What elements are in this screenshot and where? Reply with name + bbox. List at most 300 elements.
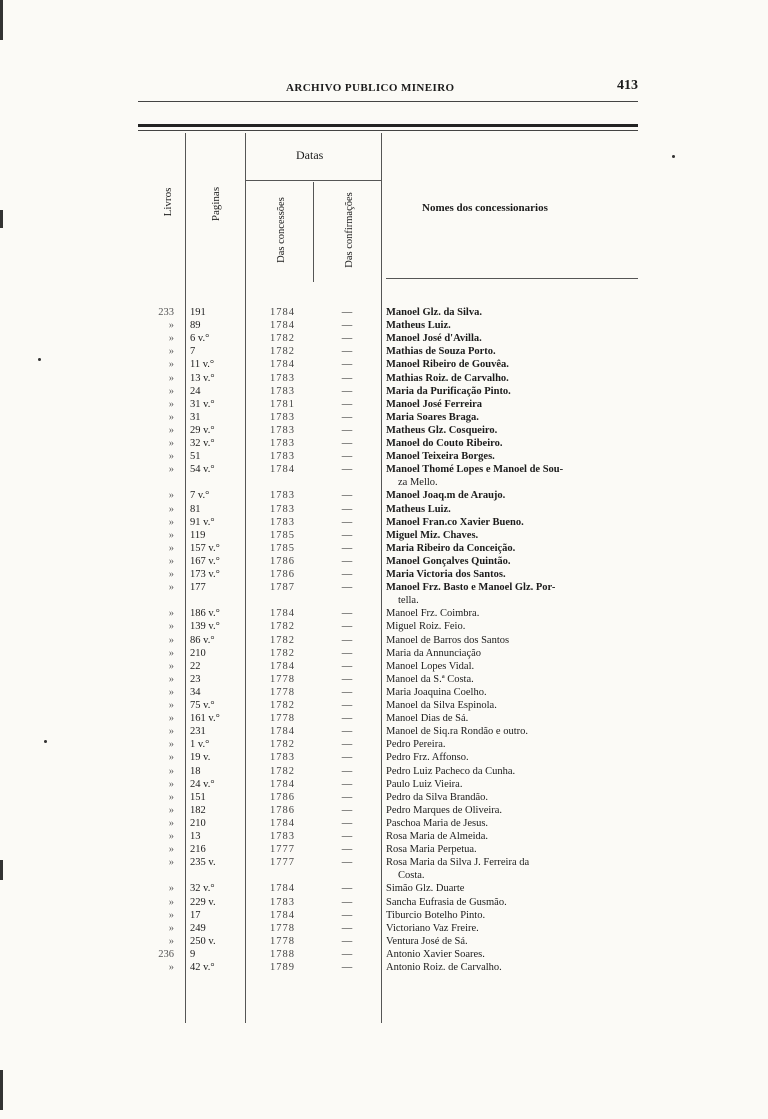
table-row bbox=[0, 503, 768, 516]
scan-edge-mark bbox=[0, 1070, 3, 1110]
confirmacao-cell: — bbox=[341, 464, 353, 476]
scan-edge-mark bbox=[0, 210, 3, 228]
pagina-cell: 29 v.° bbox=[190, 424, 215, 436]
pagina-cell: 191 bbox=[190, 307, 206, 318]
livro-cell: » bbox=[168, 765, 174, 777]
livro-cell: » bbox=[168, 660, 174, 672]
pagina-cell: 182 bbox=[190, 804, 206, 816]
concessao-date-cell: 1778 bbox=[270, 673, 295, 685]
concessionario-name-cell: Mathias Roiz. de Carvalho. bbox=[386, 372, 509, 384]
concessionario-name-cell: Maria Joaquina Coelho. bbox=[386, 686, 487, 698]
pagina-cell: 6 v.° bbox=[190, 333, 210, 345]
pagina-cell: 119 bbox=[190, 529, 206, 541]
confirmacao-cell: — bbox=[341, 778, 353, 790]
confirmacao-cell: — bbox=[341, 411, 353, 423]
table-row bbox=[0, 843, 768, 856]
table-row bbox=[0, 424, 768, 437]
pagina-cell: 186 v.° bbox=[190, 608, 220, 620]
table-top-rule-thin bbox=[138, 130, 638, 131]
livro-cell: » bbox=[168, 411, 174, 423]
concessionario-name-cell: Manoel do Couto Ribeiro. bbox=[386, 438, 503, 449]
confirmacao-cell: — bbox=[341, 765, 353, 777]
confirmacao-cell: — bbox=[341, 713, 353, 725]
pagina-cell: 13 bbox=[190, 831, 201, 842]
livro-cell: » bbox=[168, 359, 174, 371]
livros-header: Livros bbox=[162, 187, 174, 217]
table-row bbox=[0, 398, 768, 411]
concessionario-name-cell: Manoel Teixeira Borges. bbox=[386, 451, 495, 463]
confirmacao-cell: — bbox=[341, 804, 353, 816]
pagina-cell: 75 v.° bbox=[190, 700, 215, 711]
concessionario-name-cell: Manoel Frz. Coimbra. bbox=[386, 608, 480, 620]
table-row bbox=[0, 961, 768, 974]
pagina-cell: 18 bbox=[190, 765, 201, 777]
table-row bbox=[0, 516, 768, 529]
concessionario-name-continuation: Costa. bbox=[398, 870, 425, 882]
confirmacao-cell: — bbox=[341, 372, 353, 384]
pagina-cell: 161 v.° bbox=[190, 713, 220, 725]
table-row bbox=[0, 922, 768, 935]
pagina-cell: 23 bbox=[190, 673, 201, 685]
livro-cell: » bbox=[168, 333, 174, 345]
confirmacao-cell: — bbox=[341, 608, 353, 620]
confirmacao-cell: — bbox=[341, 857, 353, 869]
confirmacao-cell: — bbox=[341, 922, 353, 934]
concessionario-name-cell: Manoel Ribeiro de Gouvêa. bbox=[386, 359, 509, 371]
confirmacao-cell: — bbox=[341, 844, 353, 856]
concessionario-name-cell: Manoel de Barros dos Santos bbox=[386, 634, 510, 646]
concessao-date-cell: 1778 bbox=[270, 935, 295, 947]
table-row bbox=[0, 542, 768, 555]
confirmacao-cell: — bbox=[341, 883, 353, 895]
table-row-continuation bbox=[0, 594, 768, 607]
concessionario-name-cell: Sancha Eufrasia de Gusmão. bbox=[386, 896, 507, 908]
table-row bbox=[0, 948, 768, 961]
concessao-date-cell: 1785 bbox=[270, 529, 295, 541]
pagina-cell: 89 bbox=[190, 320, 201, 332]
header-bottom-rule bbox=[386, 278, 638, 279]
concessionario-name-cell: Manoel Thomé Lopes e Manoel de Sou- bbox=[386, 464, 564, 476]
concessionario-name-cell: Manoel da Silva Espinola. bbox=[386, 700, 497, 711]
livro-cell: » bbox=[168, 857, 174, 869]
table-row bbox=[0, 358, 768, 371]
table-row bbox=[0, 319, 768, 332]
concessao-date-cell: 1784 bbox=[270, 726, 295, 738]
livro-cell: » bbox=[168, 490, 174, 502]
pagina-cell: 51 bbox=[190, 451, 201, 463]
livro-cell: » bbox=[168, 464, 174, 476]
concessao-date-cell: 1786 bbox=[270, 569, 295, 580]
concessao-date-cell: 1783 bbox=[270, 385, 295, 397]
confirmacao-cell: — bbox=[341, 726, 353, 738]
confirmacao-cell: — bbox=[341, 634, 353, 646]
table-row bbox=[0, 555, 768, 568]
livro-cell: » bbox=[168, 791, 174, 803]
pagina-cell: 22 bbox=[190, 660, 201, 672]
livro-cell: » bbox=[168, 647, 174, 659]
concessionario-name-cell: Miguel Miz. Chaves. bbox=[386, 529, 479, 541]
confirmacao-cell: — bbox=[341, 320, 353, 332]
concessionario-name-cell: Maria Victoria dos Santos. bbox=[386, 569, 506, 580]
confirmacao-cell: — bbox=[341, 398, 353, 410]
pagina-cell: 11 v.° bbox=[190, 359, 215, 371]
livro-cell: » bbox=[168, 883, 174, 895]
concessionario-name-cell: Manoel Frz. Basto e Manoel Glz. Por- bbox=[386, 582, 556, 594]
concessionario-name-cell: Tiburcio Botelho Pinto. bbox=[386, 909, 486, 921]
concessionario-name-cell: Manoel José Ferreira bbox=[386, 398, 483, 410]
pagina-cell: 167 v.° bbox=[190, 555, 220, 567]
confirmacao-cell: — bbox=[341, 555, 353, 567]
livro-cell: » bbox=[168, 909, 174, 921]
confirmacao-cell: — bbox=[341, 909, 353, 921]
table-row bbox=[0, 411, 768, 424]
livro-cell: » bbox=[168, 608, 174, 620]
concessao-date-cell: 1783 bbox=[270, 372, 295, 384]
concessionario-name-cell: Paschoa Maria de Jesus. bbox=[386, 817, 489, 829]
table-row-continuation bbox=[0, 869, 768, 882]
concessionario-name-cell: Rosa Maria Perpetua. bbox=[386, 844, 477, 856]
table-row bbox=[0, 686, 768, 699]
column-divider bbox=[313, 182, 314, 282]
pagina-cell: 151 bbox=[190, 791, 206, 803]
concessionario-name-cell: Manoel Lopes Vidal. bbox=[386, 660, 475, 672]
livro-cell: » bbox=[168, 935, 174, 947]
confirmacao-cell: — bbox=[341, 438, 353, 449]
confirmacao-cell: — bbox=[341, 948, 353, 960]
table-row bbox=[0, 830, 768, 843]
table-row bbox=[0, 699, 768, 712]
nomes-header: Nomes dos concessionarios bbox=[422, 202, 548, 214]
livro-cell: » bbox=[168, 962, 174, 973]
livro-cell: 236 bbox=[158, 948, 174, 960]
concessao-date-cell: 1784 bbox=[270, 817, 295, 829]
table-row bbox=[0, 712, 768, 725]
running-title: ARCHIVO PUBLICO MINEIRO bbox=[286, 82, 455, 94]
table-row bbox=[0, 634, 768, 647]
confirmacao-cell: — bbox=[341, 817, 353, 829]
concessao-date-cell: 1778 bbox=[270, 922, 295, 934]
datas-group-header: Datas bbox=[296, 148, 324, 162]
table-row bbox=[0, 817, 768, 830]
concessao-date-cell: 1783 bbox=[270, 490, 295, 502]
concessao-date-cell: 1789 bbox=[270, 962, 295, 973]
table-row bbox=[0, 450, 768, 463]
table-row bbox=[0, 620, 768, 633]
livro-cell: » bbox=[168, 385, 174, 397]
datas-divider bbox=[246, 180, 381, 181]
table-row bbox=[0, 725, 768, 738]
concessionario-name-cell: Matheus Luiz. bbox=[386, 320, 451, 332]
concessionario-name-cell: Manoel Glz. da Silva. bbox=[386, 307, 482, 318]
concessao-date-cell: 1782 bbox=[270, 333, 295, 345]
concessionario-name-cell: Pedro da Silva Brandão. bbox=[386, 791, 489, 803]
concessao-date-cell: 1783 bbox=[270, 831, 295, 842]
table-row bbox=[0, 529, 768, 542]
concessionario-name-continuation: tella. bbox=[398, 595, 419, 607]
confirmacao-cell: — bbox=[341, 660, 353, 672]
pagina-cell: 216 bbox=[190, 844, 206, 856]
concessionario-name-cell: Mathias de Souza Porto. bbox=[386, 346, 496, 358]
scan-edge-mark bbox=[0, 0, 3, 40]
confirmacao-cell: — bbox=[341, 490, 353, 502]
pagina-cell: 7 v.° bbox=[190, 490, 210, 502]
header-rule bbox=[138, 101, 638, 102]
confirmacao-cell: — bbox=[341, 569, 353, 580]
livro-cell: » bbox=[168, 922, 174, 934]
concessionario-name-cell: Antonio Roiz. de Carvalho. bbox=[386, 962, 502, 973]
pagina-cell: 32 v.° bbox=[190, 438, 215, 449]
concessionario-name-cell: Rosa Maria de Almeida. bbox=[386, 831, 489, 842]
concessionario-name-cell: Pedro Marques de Oliveira. bbox=[386, 804, 503, 816]
table-row bbox=[0, 909, 768, 922]
concessionario-name-cell: Antonio Xavier Soares. bbox=[386, 948, 485, 960]
concessao-date-cell: 1777 bbox=[270, 844, 295, 856]
table-row bbox=[0, 647, 768, 660]
page-number: 413 bbox=[617, 78, 638, 93]
pagina-cell: 7 bbox=[190, 346, 196, 358]
pagina-cell: 9 bbox=[190, 948, 196, 960]
concessionario-name-cell: Manoel Joaq.m de Araujo. bbox=[386, 490, 506, 502]
concessionario-name-continuation: za Mello. bbox=[398, 477, 438, 489]
livro-cell: » bbox=[168, 831, 174, 842]
confirmacoes-header: Das confirmações bbox=[344, 192, 355, 268]
confirmacao-cell: — bbox=[341, 451, 353, 463]
pagina-cell: 173 v.° bbox=[190, 569, 220, 580]
concessao-date-cell: 1784 bbox=[270, 883, 295, 895]
livro-cell: » bbox=[168, 752, 174, 764]
concessionario-name-cell: Maria Soares Braga. bbox=[386, 411, 479, 423]
pagina-cell: 157 v.° bbox=[190, 542, 220, 554]
concessao-date-cell: 1782 bbox=[270, 647, 295, 659]
pagina-cell: 31 v.° bbox=[190, 398, 215, 410]
livro-cell: » bbox=[168, 438, 174, 449]
concessionario-name-cell: Pedro Frz. Affonso. bbox=[386, 752, 469, 764]
concessionario-name-cell: Paulo Luiz Vieira. bbox=[386, 778, 463, 790]
livro-cell: » bbox=[168, 451, 174, 463]
pagina-cell: 210 bbox=[190, 647, 206, 659]
table-row bbox=[0, 332, 768, 345]
livro-cell: » bbox=[168, 516, 174, 528]
concessionario-name-cell: Victoriano Vaz Freire. bbox=[386, 922, 479, 934]
concessionario-name-cell: Manoel da S.ª Costa. bbox=[386, 673, 474, 685]
table-row bbox=[0, 738, 768, 751]
concessao-date-cell: 1783 bbox=[270, 752, 295, 764]
table-row bbox=[0, 673, 768, 686]
confirmacao-cell: — bbox=[341, 346, 353, 358]
livro-cell: » bbox=[168, 569, 174, 580]
concessao-date-cell: 1786 bbox=[270, 791, 295, 803]
livro-cell: » bbox=[168, 844, 174, 856]
confirmacao-cell: — bbox=[341, 962, 353, 973]
confirmacao-cell: — bbox=[341, 831, 353, 842]
table-row bbox=[0, 778, 768, 791]
table-row bbox=[0, 896, 768, 909]
confirmacao-cell: — bbox=[341, 752, 353, 764]
table-top-rule bbox=[138, 124, 638, 127]
confirmacao-cell: — bbox=[341, 529, 353, 541]
table-row bbox=[0, 345, 768, 358]
table-row bbox=[0, 882, 768, 895]
livro-cell: » bbox=[168, 673, 174, 685]
concessao-date-cell: 1784 bbox=[270, 359, 295, 371]
concessionario-name-cell: Manoel de Siq.ra Rondão e outro. bbox=[386, 726, 529, 738]
concessao-date-cell: 1783 bbox=[270, 438, 295, 449]
confirmacao-cell: — bbox=[341, 424, 353, 436]
table-row bbox=[0, 856, 768, 869]
confirmacao-cell: — bbox=[341, 686, 353, 698]
concessao-date-cell: 1783 bbox=[270, 516, 295, 528]
concessao-date-cell: 1784 bbox=[270, 608, 295, 620]
concessao-date-cell: 1778 bbox=[270, 713, 295, 725]
confirmacao-cell: — bbox=[341, 791, 353, 803]
concessao-date-cell: 1783 bbox=[270, 503, 295, 515]
livro-cell: » bbox=[168, 398, 174, 410]
pagina-cell: 54 v.° bbox=[190, 464, 215, 476]
concessao-date-cell: 1785 bbox=[270, 542, 295, 554]
table-row bbox=[0, 489, 768, 502]
concessionario-name-cell: Rosa Maria da Silva J. Ferreira da bbox=[386, 857, 530, 869]
table-row-continuation bbox=[0, 476, 768, 489]
concessionario-name-cell: Manoel Dias de Sá. bbox=[386, 713, 469, 725]
concessao-date-cell: 1783 bbox=[270, 451, 295, 463]
confirmacao-cell: — bbox=[341, 647, 353, 659]
pagina-cell: 81 bbox=[190, 503, 201, 515]
concessao-date-cell: 1782 bbox=[270, 621, 295, 633]
pagina-cell: 210 bbox=[190, 817, 206, 829]
livro-cell: » bbox=[168, 529, 174, 541]
pagina-cell: 249 bbox=[190, 922, 206, 934]
concessoes-header: Das concessões bbox=[276, 197, 287, 263]
concessionario-name-cell: Simão Glz. Duarte bbox=[386, 883, 465, 895]
pagina-cell: 17 bbox=[190, 909, 201, 921]
confirmacao-cell: — bbox=[341, 621, 353, 633]
livro-cell: » bbox=[168, 713, 174, 725]
livro-cell: » bbox=[168, 346, 174, 358]
pagina-cell: 250 v. bbox=[190, 935, 216, 947]
livro-cell: » bbox=[168, 686, 174, 698]
table-row bbox=[0, 935, 768, 948]
table-row bbox=[0, 607, 768, 620]
concessao-date-cell: 1778 bbox=[270, 686, 295, 698]
concessao-date-cell: 1784 bbox=[270, 307, 295, 318]
concessao-date-cell: 1782 bbox=[270, 634, 295, 646]
concessao-date-cell: 1782 bbox=[270, 700, 295, 711]
concessionario-name-cell: Matheus Luiz. bbox=[386, 503, 451, 515]
confirmacao-cell: — bbox=[341, 896, 353, 908]
paginas-header: Paginas bbox=[210, 186, 222, 222]
concessao-date-cell: 1786 bbox=[270, 555, 295, 567]
livro-cell: » bbox=[168, 804, 174, 816]
concessao-date-cell: 1783 bbox=[270, 411, 295, 423]
concessao-date-cell: 1784 bbox=[270, 778, 295, 790]
pagina-cell: 235 v. bbox=[190, 857, 216, 869]
livro-cell: » bbox=[168, 320, 174, 332]
concessionario-name-cell: Maria da Annunciação bbox=[386, 647, 482, 659]
pagina-cell: 24 v.° bbox=[190, 778, 215, 790]
livro-cell: 233 bbox=[158, 307, 174, 318]
concessionario-name-cell: Pedro Pereira. bbox=[386, 739, 446, 751]
concessionario-name-cell: Pedro Luiz Pacheco da Cunha. bbox=[386, 765, 516, 777]
table-row bbox=[0, 765, 768, 778]
table-row bbox=[0, 751, 768, 764]
pagina-cell: 31 bbox=[190, 411, 201, 423]
concessao-date-cell: 1781 bbox=[270, 398, 295, 410]
pagina-cell: 229 v. bbox=[190, 896, 216, 908]
concessionario-name-cell: Miguel Roiz. Feio. bbox=[386, 621, 466, 633]
livro-cell: » bbox=[168, 896, 174, 908]
confirmacao-cell: — bbox=[341, 739, 353, 751]
confirmacao-cell: — bbox=[341, 333, 353, 345]
concessao-date-cell: 1784 bbox=[270, 464, 295, 476]
confirmacao-cell: — bbox=[341, 673, 353, 685]
table-row bbox=[0, 581, 768, 594]
table-row bbox=[0, 660, 768, 673]
livro-cell: » bbox=[168, 555, 174, 567]
confirmacao-cell: — bbox=[341, 385, 353, 397]
pagina-cell: 177 bbox=[190, 582, 206, 594]
table-row bbox=[0, 437, 768, 450]
concessao-date-cell: 1782 bbox=[270, 346, 295, 358]
livro-cell: » bbox=[168, 817, 174, 829]
concessionario-name-cell: Manoel Gonçalves Quintão. bbox=[386, 555, 511, 567]
concessao-date-cell: 1783 bbox=[270, 424, 295, 436]
concessionario-name-cell: Maria Ribeiro da Conceição. bbox=[386, 542, 516, 554]
pagina-cell: 91 v.° bbox=[190, 516, 215, 528]
concessionario-name-cell: Matheus Glz. Cosqueiro. bbox=[386, 424, 498, 436]
confirmacao-cell: — bbox=[341, 582, 353, 594]
livro-cell: » bbox=[168, 739, 174, 751]
concessionario-name-cell: Manoel Fran.co Xavier Bueno. bbox=[386, 516, 524, 528]
confirmacao-cell: — bbox=[341, 935, 353, 947]
pagina-cell: 139 v.° bbox=[190, 621, 220, 633]
concessao-date-cell: 1782 bbox=[270, 765, 295, 777]
concessao-date-cell: 1787 bbox=[270, 582, 295, 594]
livro-cell: » bbox=[168, 424, 174, 436]
concessionario-name-cell: Manoel José d'Avilla. bbox=[386, 333, 482, 345]
pagina-cell: 19 v. bbox=[190, 752, 211, 764]
table-row bbox=[0, 804, 768, 817]
pagina-cell: 86 v.° bbox=[190, 634, 215, 646]
confirmacao-cell: — bbox=[341, 503, 353, 515]
table-row bbox=[0, 306, 768, 319]
livro-cell: » bbox=[168, 778, 174, 790]
pagina-cell: 24 bbox=[190, 385, 201, 397]
livro-cell: » bbox=[168, 503, 174, 515]
livro-cell: » bbox=[168, 726, 174, 738]
livro-cell: » bbox=[168, 582, 174, 594]
confirmacao-cell: — bbox=[341, 542, 353, 554]
concessionario-name-cell: Ventura José de Sá. bbox=[386, 935, 468, 947]
livro-cell: » bbox=[168, 372, 174, 384]
confirmacao-cell: — bbox=[341, 516, 353, 528]
concessao-date-cell: 1784 bbox=[270, 320, 295, 332]
concessionario-name-cell: Maria da Purificação Pinto. bbox=[386, 385, 511, 397]
livro-cell: » bbox=[168, 621, 174, 633]
pagina-cell: 34 bbox=[190, 686, 201, 698]
table-row bbox=[0, 372, 768, 385]
concessao-date-cell: 1777 bbox=[270, 857, 295, 869]
pagina-cell: 13 v.° bbox=[190, 372, 215, 384]
pagina-cell: 32 v.° bbox=[190, 883, 215, 895]
pagina-cell: 231 bbox=[190, 726, 206, 738]
livro-cell: » bbox=[168, 634, 174, 646]
confirmacao-cell: — bbox=[341, 700, 353, 711]
concessao-date-cell: 1782 bbox=[270, 739, 295, 751]
concessao-date-cell: 1786 bbox=[270, 804, 295, 816]
pagina-cell: 1 v.° bbox=[190, 739, 210, 751]
table-row bbox=[0, 568, 768, 581]
scan-speck bbox=[672, 155, 675, 158]
